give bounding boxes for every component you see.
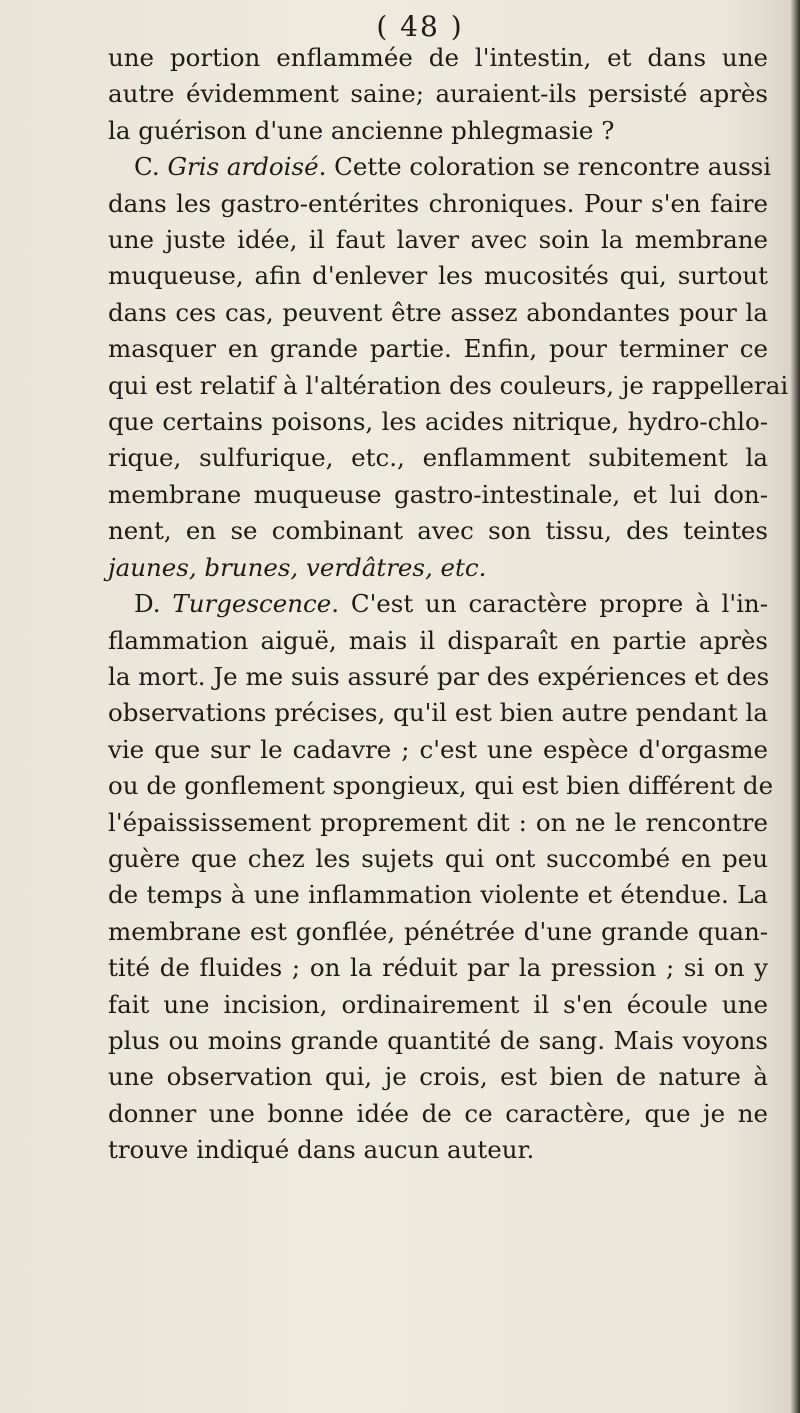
text-line: dans les gastro-entérites chroniques. Pour s'en faire xyxy=(108,188,768,218)
text-line: la guérison d'une ancienne phlegmasie ? xyxy=(108,115,615,145)
text-line: muqueuse, afin d'enlever les mucosités qui, surtout xyxy=(108,261,768,291)
text-line: vie que sur le cadavre ; c'est une espèce d'orgasme xyxy=(108,734,768,764)
section-heading: Gris ardoisé xyxy=(167,152,319,182)
text-line: membrane muqueuse gastro-intestinale, et lui don- xyxy=(108,479,768,509)
text-line: l'épaississement proprement dit : on ne le rencontre xyxy=(108,807,768,837)
text-line: que certains poisons, les acides nitrique, hydro-chlo- xyxy=(108,407,768,437)
text-line: C. Gris ardoisé. Cette coloration se rencontre aussi xyxy=(134,152,772,182)
text-line: flammation aiguë, mais il disparaît en partie après xyxy=(108,625,768,655)
text-line: tité de fluides ; on la réduit par la pression ; si on y xyxy=(108,953,768,983)
page-edge-shadow xyxy=(790,0,800,1413)
text-line: une observation qui, je crois, est bien de nature à xyxy=(108,1062,768,1092)
page-number: ( 48 ) xyxy=(376,10,464,43)
text-line: la mort. Je me suis assuré par des expériences et des xyxy=(108,661,770,691)
text-line: trouve indiqué dans aucun auteur. xyxy=(108,1135,535,1165)
text-line: plus ou moins grande quantité de sang. Mais voyons xyxy=(108,1025,768,1055)
body-text xyxy=(108,40,789,1169)
text-line: observations précises, qu'il est bien autre pendant la xyxy=(108,698,768,728)
text-line: une portion enflammée de l'intestin, et dans une xyxy=(108,43,768,72)
text-line: autre évidemment saine; auraient-ils persisté après xyxy=(108,79,768,109)
text-line: une juste idée, il faut laver avec soin la membrane xyxy=(108,225,768,255)
text-line: fait une incision, ordinairement il s'en écoule une xyxy=(108,989,768,1019)
text-line: membrane est gonflée, pénétrée d'une grande quan- xyxy=(108,916,768,946)
text-line: nent, en se combinant avec son tissu, des teintes xyxy=(108,516,768,546)
text-line: de temps à une inflammation violente et étendue. La xyxy=(108,880,768,910)
text-line: jaunes, brunes, verdâtres, etc. xyxy=(108,552,487,582)
text-line: qui est relatif à l'altération des couleurs, je rappellerai xyxy=(108,370,789,400)
text-line: guère que chez les sujets qui ont succombé en peu xyxy=(108,843,768,873)
text-line: rique, sulfurique, etc., enflamment subitement la xyxy=(108,443,768,473)
text-line: dans ces cas, peuvent être assez abondantes pour la xyxy=(108,297,768,327)
text-line: ou de gonflement spongieux, qui est bien différent de xyxy=(108,771,774,801)
section-heading: Turgescence xyxy=(172,589,332,619)
text-line: donner une bonne idée de ce caractère, que je ne xyxy=(108,1098,768,1128)
text-line: D. Turgescence. C'est un caractère propre à l'in- xyxy=(134,589,768,619)
text-line: masquer en grande partie. Enfin, pour terminer ce xyxy=(108,334,768,364)
